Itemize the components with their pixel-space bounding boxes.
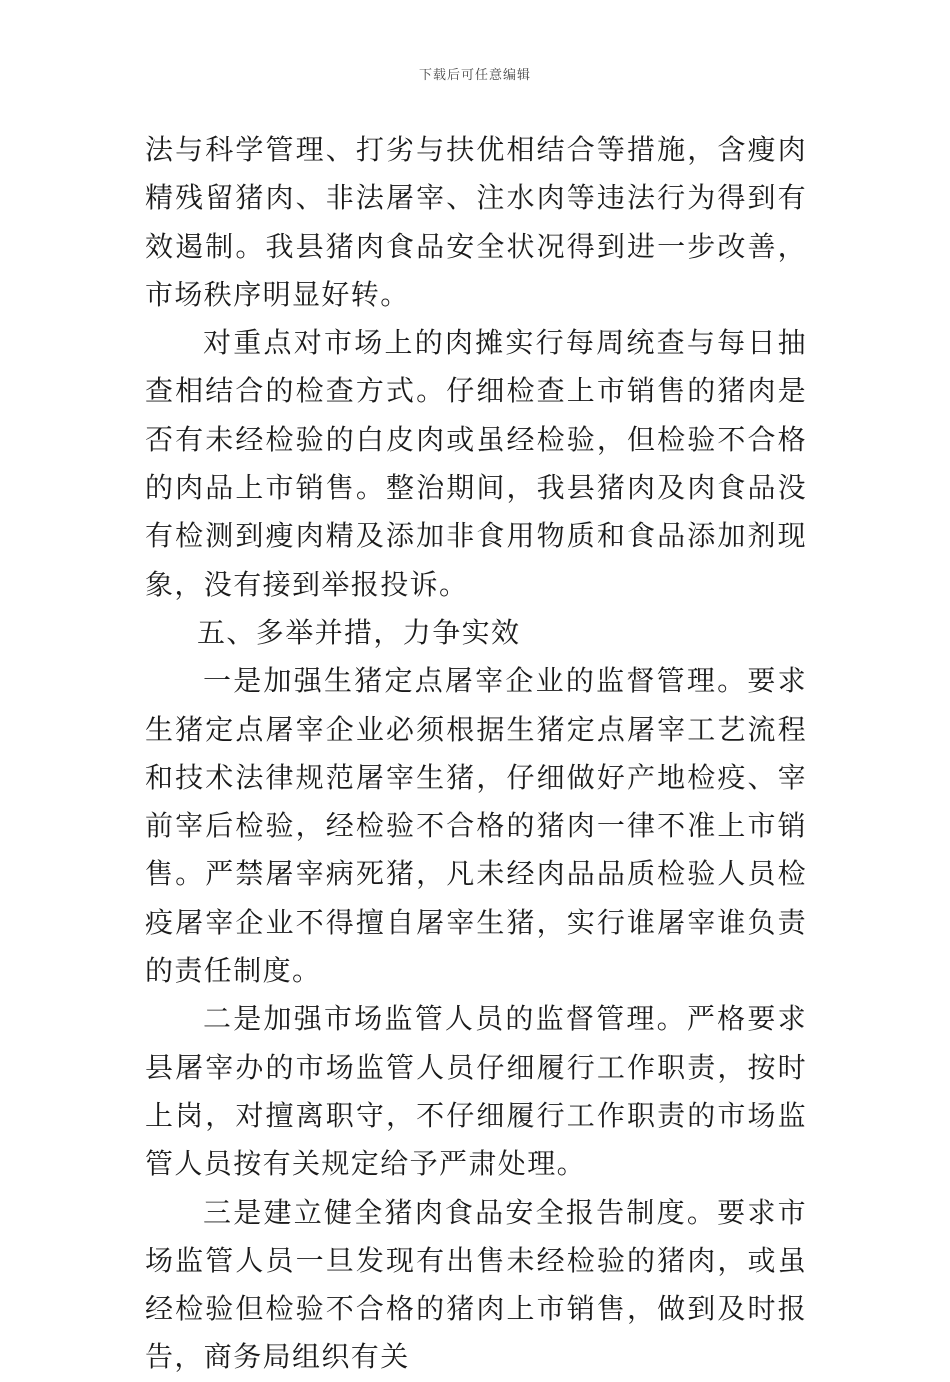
- document-body: [145, 126, 807, 1382]
- header-note: 下载后可任意编辑: [418, 68, 531, 83]
- paragraph-reporting-system: 三是建立健全猪肉食品安全报告制度。要求市场监管人员一旦发现有出售未经检验的猪肉，或虽经检验但检验不合格的猪肉上市销售，做到及时报告，商务局组织有关: [145, 1195, 807, 1374]
- section-heading: 五、多举并措，力争实效: [197, 615, 521, 649]
- paragraph-staff-supervision: 二是加强市场监管人员的监督管理。严格要求县屠宰办的市场监管人员仔细履行工作职责，按时上岗，对擅离职守，不仔细履行工作职责的市场监管人员按有关规定给予严肃处理。: [145, 1002, 807, 1181]
- paragraph-market-inspection: 对重点对市场上的肉摊实行每周统查与每日抽查相结合的检查方式。仔细检查上市销售的猪肉是否有未经检验的白皮肉或虽经检验，但检验不合格的肉品上市销售。整治期间，我县猪肉及肉食品没有检测到瘦肉精及添加非食用物质和食品添加剂现象，没有接到举报投诉。: [145, 326, 807, 601]
- paragraph-continuation: 法与科学管理、打劣与扶优相结合等措施，含瘦肉精残留猪肉、非法屠宰、注水肉等违法行为得到有效遏制。我县猪肉食品安全状况得到进一步改善，市场秩序明显好转。: [145, 133, 807, 311]
- paragraph-slaughter-supervision: 一是加强生猪定点屠宰企业的监督管理。要求生猪定点屠宰企业必须根据生猪定点屠宰工艺流程和技术法律规范屠宰生猪，仔细做好产地检疫、宰前宰后检验，经检验不合格的猪肉一律不准上市销售。严禁屠宰病死猪，凡未经肉品品质检验人员检疫屠宰企业不得擅自屠宰生猪，实行谁屠宰谁负责的责任制度。: [145, 664, 807, 988]
